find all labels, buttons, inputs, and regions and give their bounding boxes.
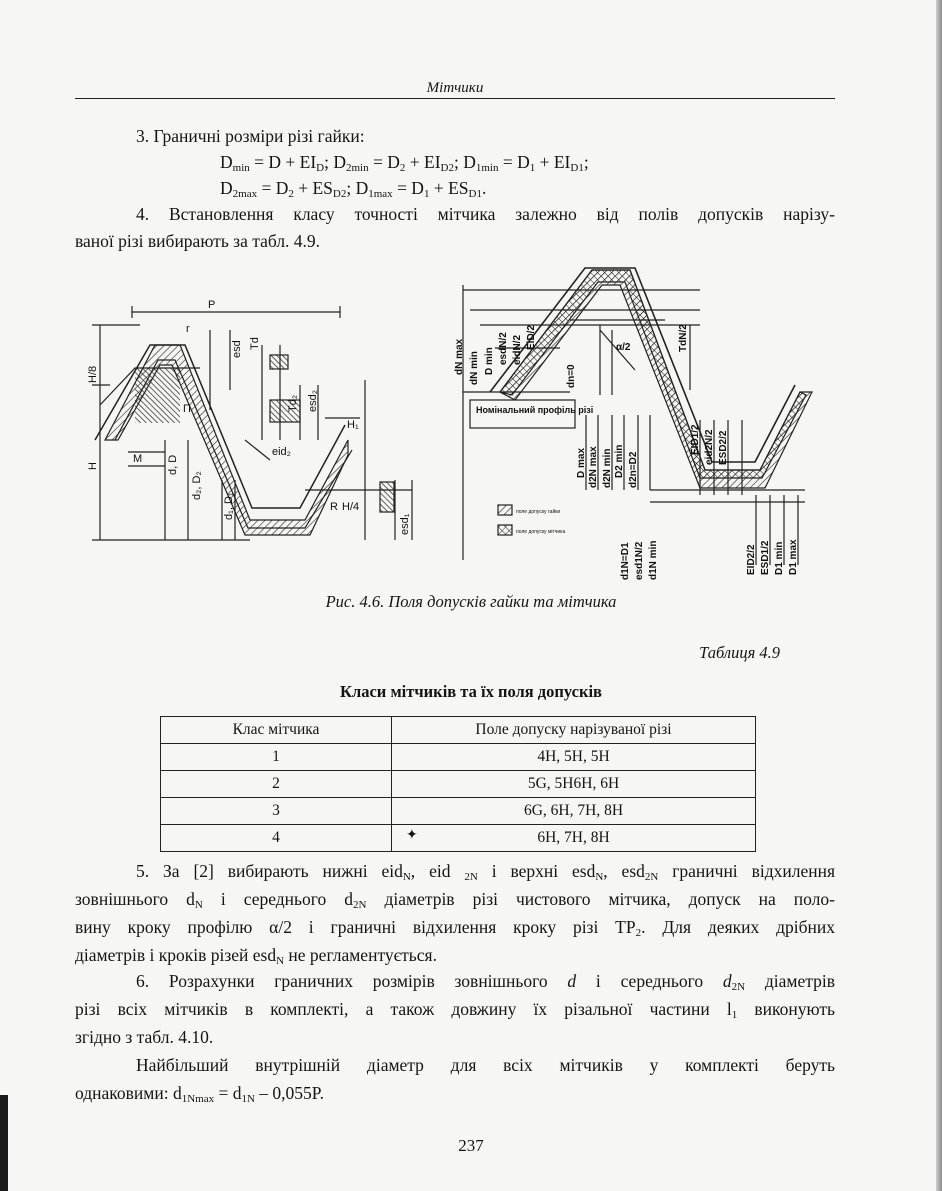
- label-eid2n-2: eid2N/2: [704, 429, 715, 465]
- label-d2-min: D2 min: [614, 444, 625, 478]
- label-dn-max: dN max: [454, 338, 465, 375]
- label-esd2-2: ESD2/2: [718, 430, 729, 465]
- legend-nut-field: поле допуску гайки: [516, 509, 561, 515]
- table-row: [161, 771, 756, 798]
- cell-tolerance: 4H, 5H, 5H: [392, 744, 756, 771]
- label-d1-min: D1 min: [774, 541, 785, 575]
- item-5-line-1: 5. За [2] вибирають нижні eid$_N$, eid $_{2N}$ і верхні esd$_N$, esd$_{2N}$ граничні відхилення: [136, 861, 835, 883]
- label-d1-D1: d₁, D₁: [223, 492, 235, 520]
- figure-caption: Рис. 4.6. Поля допусків гайки та мітчика: [325, 592, 617, 611]
- page-number: 237: [458, 1136, 484, 1155]
- table-row: [161, 798, 756, 825]
- item-6-line-2: різі всіх мітчиків в комплекті, а також довжину їх різальної частини $l_1$ виконують: [75, 999, 835, 1021]
- label-nominal-profile: Номінальний профіль різі: [476, 405, 594, 415]
- label-h8: H/8: [87, 365, 99, 383]
- label-pi: П: [183, 403, 191, 415]
- header-class: Клас мітчика: [161, 717, 392, 744]
- table-row: [161, 744, 756, 771]
- label-d1n-min: d1N min: [648, 540, 659, 580]
- table-header-row: [161, 717, 756, 744]
- label-d-min: D min: [484, 347, 495, 375]
- cell-tolerance: 6G, 6H, 7H, 8H: [392, 798, 756, 825]
- label-esd1n2: esd1N/2: [634, 541, 645, 580]
- label-esd: esd: [231, 340, 243, 358]
- label-radius: r: [186, 323, 190, 335]
- item-6-line-1: 6. Розрахунки граничних розмірів зовнішнього d і середнього $d_{2N}$ діаметрів: [136, 971, 835, 993]
- cell-tolerance: ✦ 6H, 7H, 8H: [392, 825, 756, 852]
- formula-line-1: $D_{min} = D + EI_D$; $D_{2min} = D_2 + EI_{D2}$; $D_{1min} = D_1 + EI_{D1}$;: [220, 152, 589, 174]
- label-td: Td: [249, 337, 261, 350]
- label-esd1: esd₁: [399, 513, 411, 535]
- tap-thread-figure: [463, 268, 812, 565]
- final-line-2: однаковими: $d_{1Nmax} = d_{1N} - 0,055P$.: [75, 1083, 324, 1105]
- label-dn0: dn=0: [566, 364, 577, 388]
- label-h4: H/4: [342, 501, 360, 513]
- label-eid2-2: EID2/2: [746, 544, 757, 575]
- label-d2n-min: d2N min: [602, 448, 613, 488]
- item-5-line-2: зовнішнього $d_N$ і середнього $d_{2N}$ діаметрів різі чистового мітчика, допуск на поло-: [75, 889, 835, 911]
- cell-tolerance: 5G, 5H6H, 6H: [392, 771, 756, 798]
- label-esdn2: esdN/2: [498, 332, 509, 365]
- item-4-line-2: ваної різі вибирають за табл. 4.9.: [75, 231, 321, 251]
- label-d2n-max: d2N max: [588, 446, 599, 488]
- label-pitch: P: [208, 299, 216, 311]
- header-tolerance: Поле допуску нарізуваної різі: [392, 717, 756, 744]
- table-title: Класи мітчиків та їх поля допусків: [340, 682, 602, 701]
- item-5-line-4: діаметрів і кроків різей esd$_N$ не регламентується.: [75, 945, 437, 967]
- label-tdn2: TdN/2: [678, 324, 689, 352]
- label-d-max: D max: [576, 447, 587, 478]
- item-5-line-3: вину кроку профілю α/2 і граничні відхилення кроку різі $TP_2$. Для деяких дрібних: [75, 917, 835, 939]
- label-eid2: eid₂: [272, 446, 291, 458]
- running-header: Мітчики: [426, 80, 484, 96]
- label-d1n-d1: d1N=D1: [620, 542, 631, 580]
- label-h: H: [87, 462, 99, 470]
- label-d2-D2: d₂, D₂: [191, 471, 203, 500]
- tap-figure-labels: [454, 324, 799, 580]
- legend-tap-field: поле допуску мітчика: [516, 529, 566, 535]
- ink-mark: ✦: [406, 828, 418, 843]
- label-eid2: EiD/2: [526, 324, 537, 350]
- item-4-line-1: 4. Встановлення класу точності мітчика залежно від полів допусків нарізу-: [136, 204, 835, 224]
- label-d-D: d, D: [167, 454, 179, 475]
- item-6-line-3: згідно з табл. 4.10.: [75, 1027, 214, 1047]
- label-alpha2: α/2: [616, 342, 631, 353]
- label-d1-max: D1 max: [788, 539, 799, 575]
- cell-class: 1: [161, 744, 392, 771]
- tap-classes-table: [160, 716, 756, 852]
- formula-line-2: $D_{2max} = D_2 + ES_{D2}$; $D_{1max} = D_1 + ES_{D1}$.: [220, 178, 487, 200]
- label-td2: Td₂: [287, 394, 299, 412]
- cell-class: 4: [161, 825, 392, 852]
- label-d2n-d2: d2n=D2: [628, 451, 639, 488]
- label-eidn2: eidN/2: [512, 334, 523, 365]
- label-eid1-2: EID1/2: [690, 424, 701, 455]
- final-line-1: Найбільший внутрішній діаметр для всіх мітчиків у комплекті беруть: [136, 1055, 835, 1075]
- cell-class: 3: [161, 798, 392, 825]
- tolerance-figure: [0, 0, 942, 590]
- label-esd2: esd₂: [307, 389, 319, 412]
- label-h1: H₁: [347, 419, 359, 431]
- label-r: R: [330, 501, 338, 513]
- table-number: Таблиця 4.9: [699, 643, 780, 662]
- label-m: M: [133, 453, 143, 465]
- cell-class: 2: [161, 771, 392, 798]
- label-dn-min: dN min: [469, 351, 480, 385]
- table-row: [161, 825, 756, 852]
- item-3-heading: 3. Граничні розміри різі гайки:: [136, 126, 365, 146]
- label-esd1-2: ESD1/2: [760, 540, 771, 575]
